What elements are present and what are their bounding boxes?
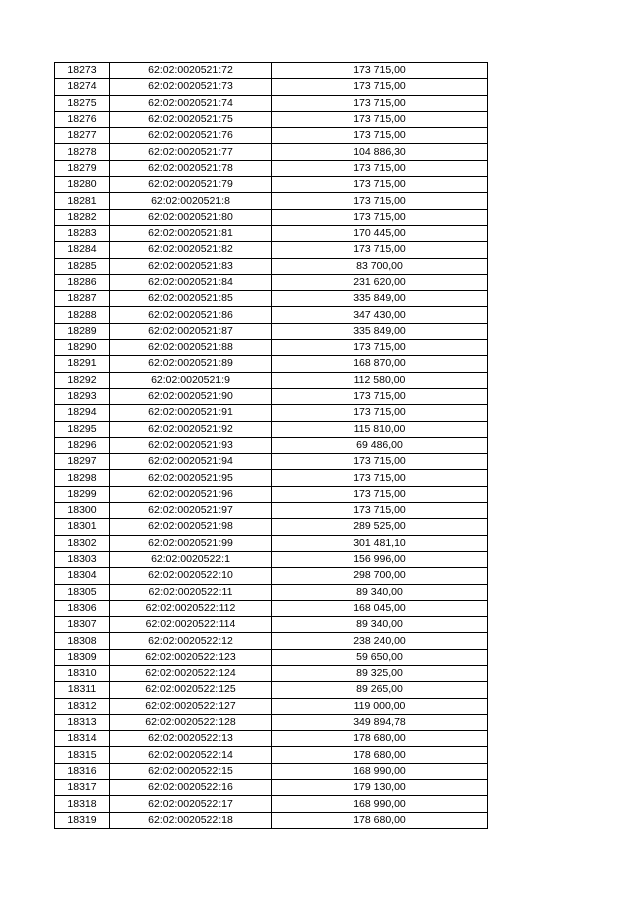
table-row <box>55 535 488 551</box>
table-row <box>55 258 488 274</box>
cadastral-value-cell: 83 700,00 <box>272 258 488 274</box>
row-number-cell: 18313 <box>55 714 110 730</box>
cadastral-value-cell: 156 996,00 <box>272 551 488 567</box>
cadastral-number-cell: 62:02:0020521:80 <box>110 209 272 225</box>
cadastral-value-cell: 173 715,00 <box>272 111 488 127</box>
cadastral-number-cell: 62:02:0020522:15 <box>110 763 272 779</box>
cadastral-number-cell: 62:02:0020521:8 <box>110 193 272 209</box>
row-number-cell: 18283 <box>55 225 110 241</box>
table-row <box>55 796 488 812</box>
cadastral-value-cell: 89 325,00 <box>272 665 488 681</box>
row-number-cell: 18295 <box>55 421 110 437</box>
cadastral-value-cell: 115 810,00 <box>272 421 488 437</box>
table-row <box>55 470 488 486</box>
row-number-cell: 18308 <box>55 633 110 649</box>
row-number-cell: 18286 <box>55 274 110 290</box>
table-row <box>55 568 488 584</box>
table-row <box>55 551 488 567</box>
row-number-cell: 18285 <box>55 258 110 274</box>
cadastral-number-cell: 62:02:0020522:11 <box>110 584 272 600</box>
row-number-cell: 18311 <box>55 682 110 698</box>
table-row <box>55 111 488 127</box>
cadastral-value-cell: 173 715,00 <box>272 340 488 356</box>
cadastral-number-cell: 62:02:0020521:92 <box>110 421 272 437</box>
cadastral-value-cell: 69 486,00 <box>272 437 488 453</box>
cadastral-value-cell: 104 886,30 <box>272 144 488 160</box>
cadastral-number-cell: 62:02:0020522:18 <box>110 812 272 828</box>
row-number-cell: 18281 <box>55 193 110 209</box>
table-row <box>55 731 488 747</box>
table-row <box>55 812 488 828</box>
table-row <box>55 95 488 111</box>
cadastral-value-cell: 178 680,00 <box>272 731 488 747</box>
table-row <box>55 714 488 730</box>
table-row <box>55 372 488 388</box>
cadastral-number-cell: 62:02:0020522:114 <box>110 617 272 633</box>
cadastral-value-cell: 168 990,00 <box>272 796 488 812</box>
row-number-cell: 18297 <box>55 454 110 470</box>
row-number-cell: 18302 <box>55 535 110 551</box>
table-row <box>55 665 488 681</box>
cadastral-number-cell: 62:02:0020521:85 <box>110 291 272 307</box>
row-number-cell: 18316 <box>55 763 110 779</box>
cadastral-value-cell: 289 525,00 <box>272 519 488 535</box>
table-row <box>55 144 488 160</box>
table-row <box>55 242 488 258</box>
cadastral-value-cell: 170 445,00 <box>272 225 488 241</box>
row-number-cell: 18292 <box>55 372 110 388</box>
row-number-cell: 18294 <box>55 405 110 421</box>
cadastral-number-cell: 62:02:0020521:93 <box>110 437 272 453</box>
table-row <box>55 79 488 95</box>
cadastral-number-cell: 62:02:0020521:76 <box>110 128 272 144</box>
cadastral-value-cell: 335 849,00 <box>272 291 488 307</box>
cadastral-value-cell: 173 715,00 <box>272 177 488 193</box>
cadastral-number-cell: 62:02:0020521:83 <box>110 258 272 274</box>
cadastral-value-cell: 173 715,00 <box>272 95 488 111</box>
table-row <box>55 160 488 176</box>
cadastral-value-cell: 173 715,00 <box>272 193 488 209</box>
cadastral-value-cell: 119 000,00 <box>272 698 488 714</box>
row-number-cell: 18287 <box>55 291 110 307</box>
cadastral-value-cell: 298 700,00 <box>272 568 488 584</box>
cadastral-number-cell: 62:02:0020522:16 <box>110 780 272 796</box>
cadastral-value-cell: 173 715,00 <box>272 63 488 79</box>
cadastral-number-cell: 62:02:0020521:73 <box>110 79 272 95</box>
cadastral-value-cell: 173 715,00 <box>272 388 488 404</box>
row-number-cell: 18312 <box>55 698 110 714</box>
row-number-cell: 18304 <box>55 568 110 584</box>
cadastral-number-cell: 62:02:0020521:77 <box>110 144 272 160</box>
cadastral-number-cell: 62:02:0020521:82 <box>110 242 272 258</box>
table-row <box>55 340 488 356</box>
table-row <box>55 274 488 290</box>
row-number-cell: 18298 <box>55 470 110 486</box>
cadastral-value-cell: 89 265,00 <box>272 682 488 698</box>
cadastral-number-cell: 62:02:0020522:17 <box>110 796 272 812</box>
cadastral-value-cell: 173 715,00 <box>272 454 488 470</box>
table-row <box>55 633 488 649</box>
cadastral-number-cell: 62:02:0020522:125 <box>110 682 272 698</box>
cadastral-number-cell: 62:02:0020521:72 <box>110 63 272 79</box>
row-number-cell: 18276 <box>55 111 110 127</box>
cadastral-number-cell: 62:02:0020521:98 <box>110 519 272 535</box>
cadastral-value-cell: 173 715,00 <box>272 242 488 258</box>
table-row <box>55 291 488 307</box>
table-row <box>55 307 488 323</box>
table-row <box>55 763 488 779</box>
table-row <box>55 503 488 519</box>
table-row <box>55 437 488 453</box>
cadastral-number-cell: 62:02:0020522:10 <box>110 568 272 584</box>
row-number-cell: 18306 <box>55 600 110 616</box>
row-number-cell: 18310 <box>55 665 110 681</box>
cadastral-number-cell: 62:02:0020522:123 <box>110 649 272 665</box>
cadastral-value-cell: 173 715,00 <box>272 470 488 486</box>
table-body <box>55 63 488 829</box>
cadastral-number-cell: 62:02:0020521:78 <box>110 160 272 176</box>
row-number-cell: 18307 <box>55 617 110 633</box>
table-row <box>55 649 488 665</box>
row-number-cell: 18280 <box>55 177 110 193</box>
cadastral-number-cell: 62:02:0020521:91 <box>110 405 272 421</box>
row-number-cell: 18301 <box>55 519 110 535</box>
table-row <box>55 63 488 79</box>
cadastral-number-cell: 62:02:0020521:74 <box>110 95 272 111</box>
cadastral-number-cell: 62:02:0020521:84 <box>110 274 272 290</box>
table-row <box>55 747 488 763</box>
cadastral-value-cell: 178 680,00 <box>272 812 488 828</box>
cadastral-value-cell: 168 045,00 <box>272 600 488 616</box>
cadastral-value-cell: 173 715,00 <box>272 209 488 225</box>
cadastral-value-cell: 173 715,00 <box>272 128 488 144</box>
row-number-cell: 18296 <box>55 437 110 453</box>
cadastral-number-cell: 62:02:0020521:86 <box>110 307 272 323</box>
cadastral-value-cell: 59 650,00 <box>272 649 488 665</box>
row-number-cell: 18300 <box>55 503 110 519</box>
table-row <box>55 454 488 470</box>
table-row <box>55 486 488 502</box>
cadastral-value-cell: 347 430,00 <box>272 307 488 323</box>
cadastral-number-cell: 62:02:0020521:75 <box>110 111 272 127</box>
table-row <box>55 682 488 698</box>
row-number-cell: 18277 <box>55 128 110 144</box>
cadastral-number-cell: 62:02:0020521:99 <box>110 535 272 551</box>
cadastral-value-cell: 231 620,00 <box>272 274 488 290</box>
row-number-cell: 18291 <box>55 356 110 372</box>
cadastral-value-cell: 179 130,00 <box>272 780 488 796</box>
row-number-cell: 18275 <box>55 95 110 111</box>
cadastral-number-cell: 62:02:0020521:96 <box>110 486 272 502</box>
table-row <box>55 405 488 421</box>
table-row <box>55 780 488 796</box>
table-row <box>55 225 488 241</box>
cadastral-number-cell: 62:02:0020521:89 <box>110 356 272 372</box>
cadastral-number-cell: 62:02:0020521:94 <box>110 454 272 470</box>
cadastral-number-cell: 62:02:0020521:88 <box>110 340 272 356</box>
cadastral-value-cell: 178 680,00 <box>272 747 488 763</box>
row-number-cell: 18303 <box>55 551 110 567</box>
table-row <box>55 356 488 372</box>
cadastral-number-cell: 62:02:0020522:128 <box>110 714 272 730</box>
table-row <box>55 128 488 144</box>
row-number-cell: 18317 <box>55 780 110 796</box>
cadastral-number-cell: 62:02:0020521:95 <box>110 470 272 486</box>
row-number-cell: 18318 <box>55 796 110 812</box>
row-number-cell: 18282 <box>55 209 110 225</box>
cadastral-number-cell: 62:02:0020521:87 <box>110 323 272 339</box>
cadastral-number-cell: 62:02:0020522:12 <box>110 633 272 649</box>
row-number-cell: 18293 <box>55 388 110 404</box>
cadastral-number-cell: 62:02:0020522:1 <box>110 551 272 567</box>
cadastral-number-cell: 62:02:0020521:79 <box>110 177 272 193</box>
table-row <box>55 388 488 404</box>
table-row <box>55 698 488 714</box>
table-row <box>55 600 488 616</box>
cadastral-number-cell: 62:02:0020521:97 <box>110 503 272 519</box>
cadastral-number-cell: 62:02:0020522:124 <box>110 665 272 681</box>
table-row <box>55 193 488 209</box>
row-number-cell: 18315 <box>55 747 110 763</box>
cadastral-value-cell: 112 580,00 <box>272 372 488 388</box>
table-row <box>55 177 488 193</box>
row-number-cell: 18284 <box>55 242 110 258</box>
cadastral-value-cell: 173 715,00 <box>272 79 488 95</box>
cadastral-value-cell: 349 894,78 <box>272 714 488 730</box>
cadastral-value-cell: 238 240,00 <box>272 633 488 649</box>
cadastral-number-cell: 62:02:0020522:13 <box>110 731 272 747</box>
row-number-cell: 18273 <box>55 63 110 79</box>
row-number-cell: 18305 <box>55 584 110 600</box>
cadastral-number-cell: 62:02:0020521:90 <box>110 388 272 404</box>
cadastral-value-cell: 173 715,00 <box>272 486 488 502</box>
cadastral-value-table <box>54 62 488 829</box>
row-number-cell: 18319 <box>55 812 110 828</box>
table-row <box>55 209 488 225</box>
row-number-cell: 18309 <box>55 649 110 665</box>
cadastral-value-cell: 89 340,00 <box>272 617 488 633</box>
row-number-cell: 18299 <box>55 486 110 502</box>
cadastral-value-cell: 168 990,00 <box>272 763 488 779</box>
row-number-cell: 18279 <box>55 160 110 176</box>
cadastral-value-cell: 335 849,00 <box>272 323 488 339</box>
cadastral-value-cell: 173 715,00 <box>272 405 488 421</box>
cadastral-value-cell: 168 870,00 <box>272 356 488 372</box>
cadastral-number-cell: 62:02:0020521:81 <box>110 225 272 241</box>
row-number-cell: 18274 <box>55 79 110 95</box>
table-row <box>55 323 488 339</box>
table-row <box>55 421 488 437</box>
cadastral-value-cell: 173 715,00 <box>272 503 488 519</box>
cadastral-number-cell: 62:02:0020522:127 <box>110 698 272 714</box>
cadastral-number-cell: 62:02:0020522:14 <box>110 747 272 763</box>
table-row <box>55 584 488 600</box>
row-number-cell: 18289 <box>55 323 110 339</box>
cadastral-value-cell: 89 340,00 <box>272 584 488 600</box>
cadastral-value-cell: 173 715,00 <box>272 160 488 176</box>
cadastral-number-cell: 62:02:0020522:112 <box>110 600 272 616</box>
row-number-cell: 18314 <box>55 731 110 747</box>
row-number-cell: 18278 <box>55 144 110 160</box>
row-number-cell: 18290 <box>55 340 110 356</box>
cadastral-number-cell: 62:02:0020521:9 <box>110 372 272 388</box>
cadastral-value-cell: 301 481,10 <box>272 535 488 551</box>
table-row <box>55 617 488 633</box>
row-number-cell: 18288 <box>55 307 110 323</box>
table-row <box>55 519 488 535</box>
